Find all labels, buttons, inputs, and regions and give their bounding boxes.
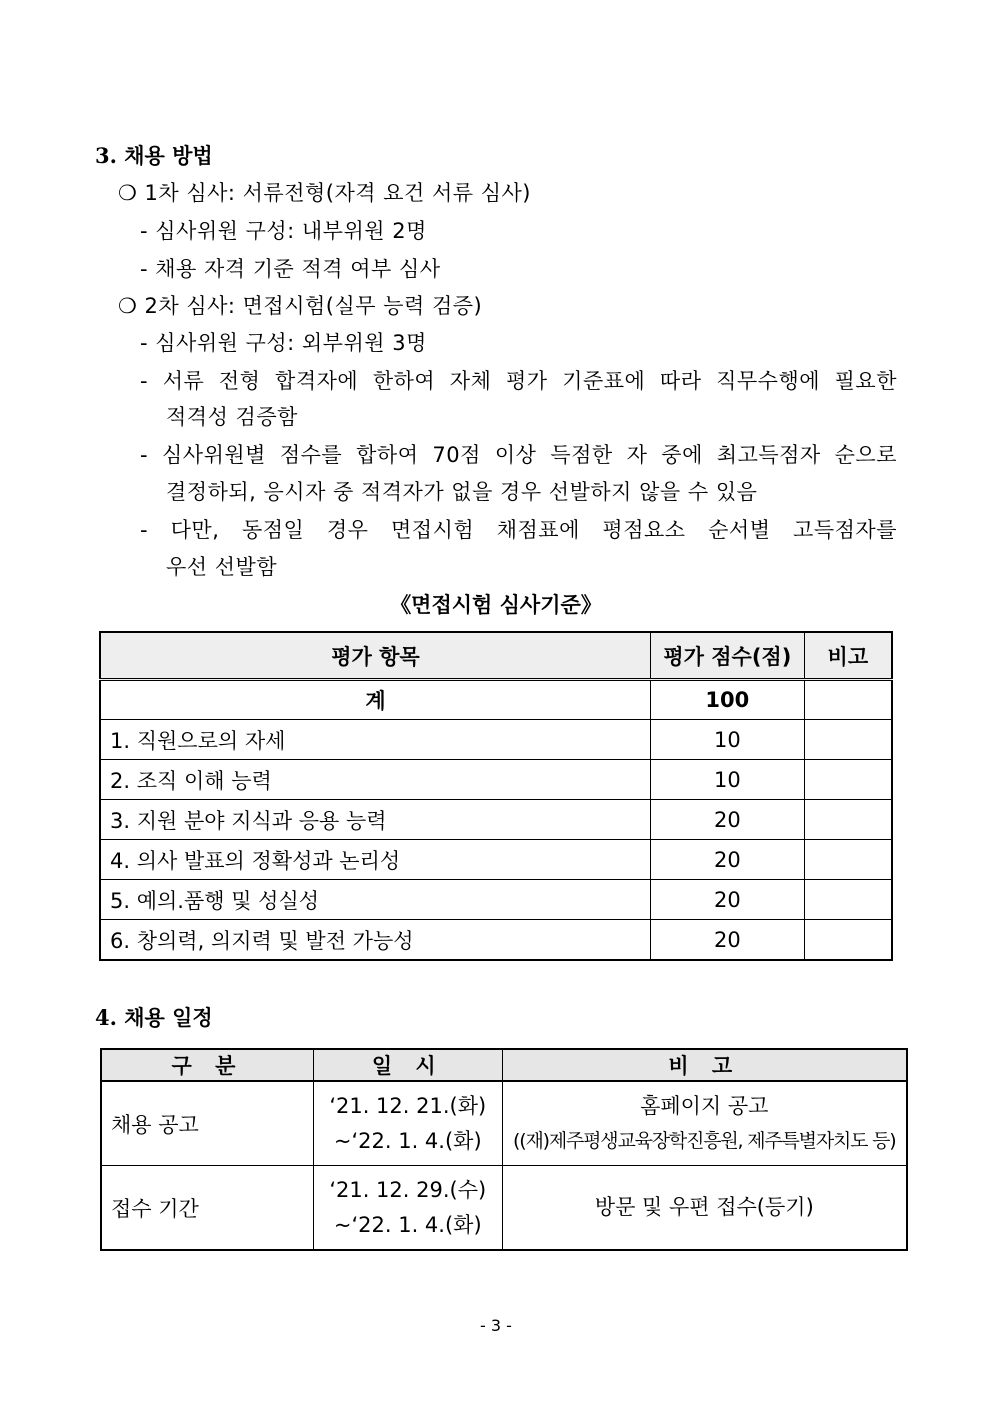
criterion-score: 10 <box>651 720 805 760</box>
section-3-title: 3. 채용 방법 <box>95 143 213 168</box>
schedule-note-line1: 방문 및 우편 접수(등기) <box>594 1195 814 1219</box>
total-note <box>804 680 892 720</box>
eval-table-header-row <box>100 632 892 680</box>
table-row <box>101 1166 907 1251</box>
table-row <box>100 760 892 800</box>
table-row <box>101 1081 907 1166</box>
stage2-heading: ❍ 2차 심사: 면접시험(실무 능력 검증) <box>118 294 483 318</box>
schedule-date-start: ‘21. 12. 21.(화) <box>329 1093 487 1118</box>
criterion-score: 10 <box>651 760 805 800</box>
header-remarks: 비 고 <box>502 1049 907 1081</box>
schedule-date-start: ‘21. 12. 29.(수) <box>329 1177 487 1202</box>
table-row <box>100 800 892 840</box>
header-item: 평가 항목 <box>100 632 651 680</box>
schedule-note-line2: ((재)제주평생교육장학진흥원, 제주특별자치도 등) <box>513 1129 896 1152</box>
stage2-item-4-line1: - 다만, 동점일 경우 면접시험 채점표에 평점요소 순서별 고득점자를 <box>140 518 897 542</box>
table-row <box>100 880 892 920</box>
criterion-note <box>804 760 892 800</box>
total-score: 100 <box>651 680 805 720</box>
schedule-category: 채용 공고 <box>101 1081 313 1166</box>
criterion-item: 1. 직원으로의 자세 <box>100 720 651 760</box>
stage2-item-1: - 심사위원 구성: 외부위원 3명 <box>140 331 427 355</box>
schedule-header-row <box>101 1049 907 1081</box>
stage2-item-2-line2: 적격성 검증함 <box>166 405 298 429</box>
stage2-item-3-line2: 결정하되, 응시자 중 적격자가 없을 경우 선발하지 않을 수 있음 <box>166 480 758 504</box>
eval-table-total-row <box>100 680 892 720</box>
criterion-note <box>804 840 892 880</box>
schedule-note <box>502 1166 907 1251</box>
schedule-table <box>100 1048 908 1251</box>
criterion-item: 6. 창의력, 의지력 및 발전 가능성 <box>100 920 651 961</box>
header-category: 구 분 <box>101 1049 313 1081</box>
stage2-item-4-line2: 우선 선발함 <box>166 555 278 579</box>
criterion-note <box>804 880 892 920</box>
criterion-score: 20 <box>651 920 805 961</box>
criterion-item: 2. 조직 이해 능력 <box>100 760 651 800</box>
criterion-note <box>804 720 892 760</box>
criterion-note <box>804 920 892 961</box>
schedule-date-end: ~‘22. 1. 4.(화) <box>333 1212 482 1237</box>
criterion-score: 20 <box>651 800 805 840</box>
table-row <box>100 840 892 880</box>
eval-criteria-table <box>99 631 893 961</box>
page-number: - 3 - <box>480 1316 512 1335</box>
schedule-category: 접수 기간 <box>101 1166 313 1251</box>
stage2-item-3-line1: - 심사위원별 점수를 합하여 70점 이상 득점한 자 중에 최고득점자 순으로 <box>140 443 897 467</box>
stage1-item-2: - 채용 자격 기준 적격 여부 심사 <box>140 257 441 281</box>
schedule-date <box>313 1166 502 1251</box>
eval-table-caption: 《면접시험 심사기준》 <box>390 593 602 617</box>
criterion-item: 3. 지원 분야 지식과 응용 능력 <box>100 800 651 840</box>
header-note: 비고 <box>804 632 892 680</box>
header-datetime: 일 시 <box>313 1049 502 1081</box>
schedule-note-line1: 홈페이지 공고 <box>640 1093 769 1118</box>
header-score: 평가 점수(점) <box>651 632 805 680</box>
stage2-item-2-line1: - 서류 전형 합격자에 한하여 자체 평가 기준표에 따라 직무수행에 필요한 <box>140 369 897 393</box>
schedule-note <box>502 1081 907 1166</box>
criterion-score: 20 <box>651 880 805 920</box>
criterion-score: 20 <box>651 840 805 880</box>
stage1-item-1: - 심사위원 구성: 내부위원 2명 <box>140 219 427 243</box>
table-row <box>100 920 892 961</box>
criterion-item: 5. 예의.품행 및 성실성 <box>100 880 651 920</box>
stage1-heading: ❍ 1차 심사: 서류전형(자격 요건 서류 심사) <box>118 181 531 205</box>
criterion-note <box>804 800 892 840</box>
schedule-date <box>313 1081 502 1166</box>
section-4-title: 4. 채용 일정 <box>95 1005 213 1030</box>
table-row <box>100 720 892 760</box>
criterion-item: 4. 의사 발표의 정확성과 논리성 <box>100 840 651 880</box>
schedule-date-end: ~‘22. 1. 4.(화) <box>333 1128 482 1153</box>
total-label: 계 <box>100 680 651 720</box>
